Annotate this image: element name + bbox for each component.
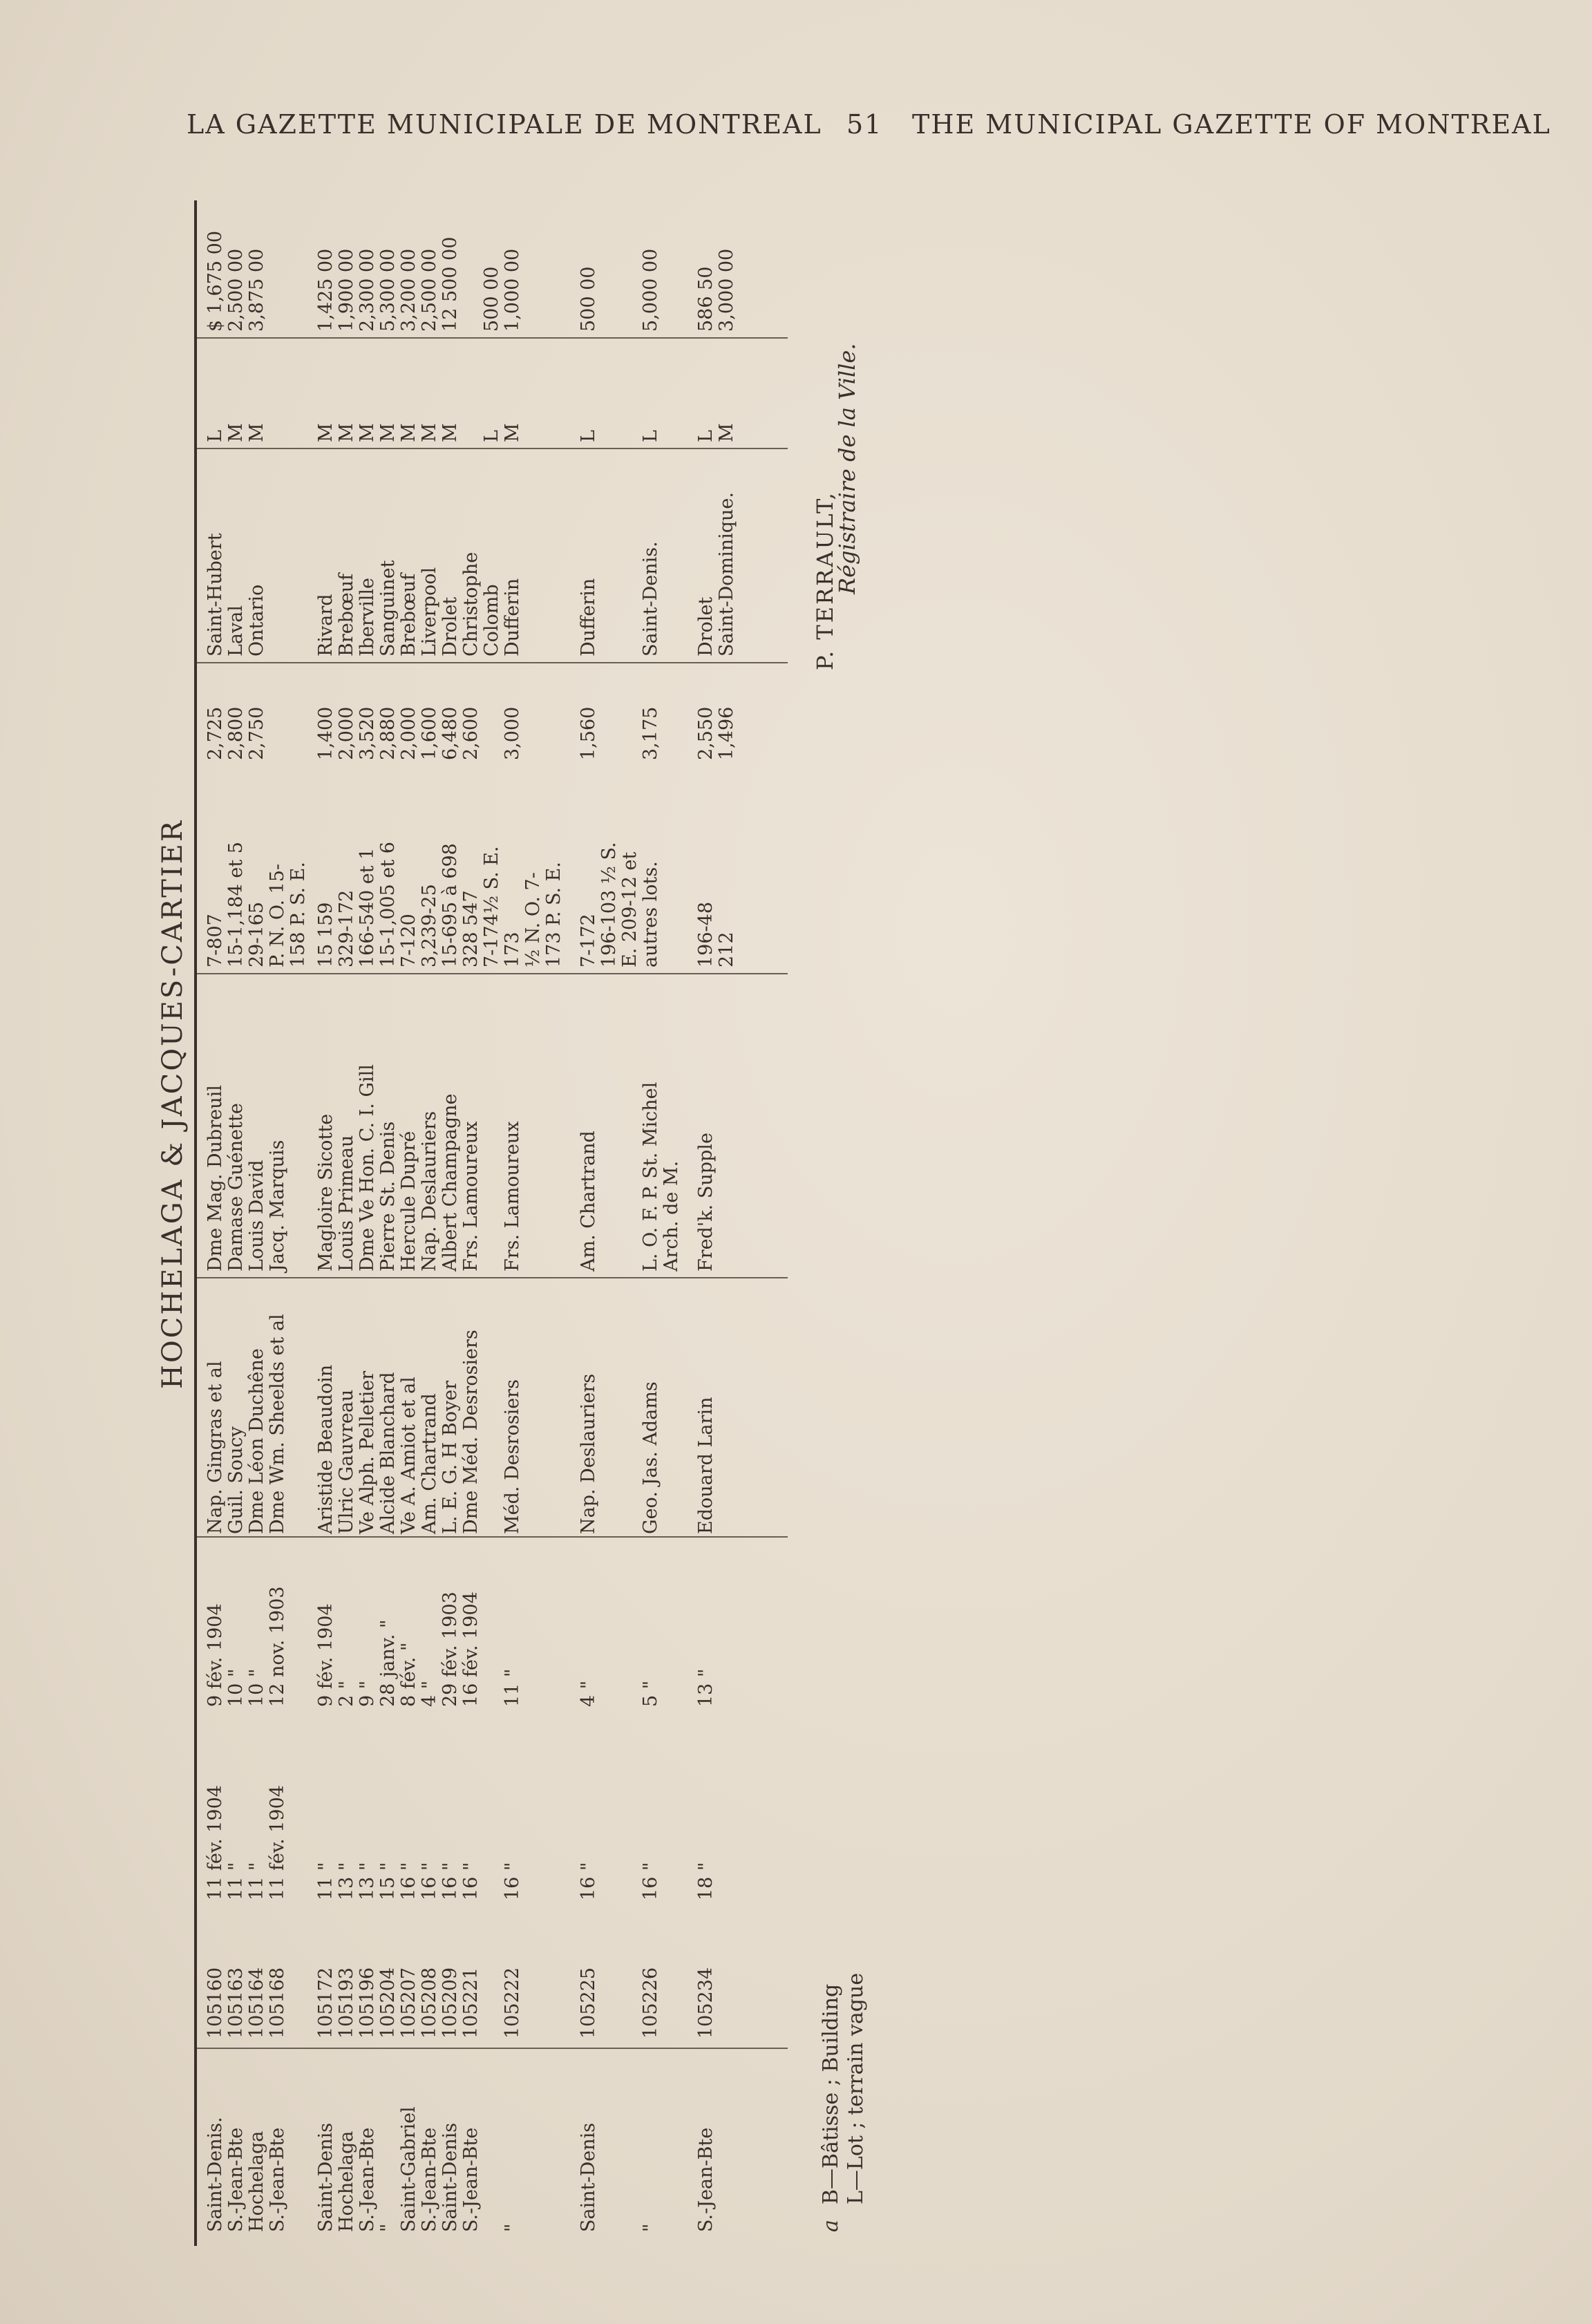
table-row xyxy=(440,187,461,2246)
street-cell: Drolet xyxy=(439,596,461,656)
vendor-cell: Ulric Gauvreau xyxy=(336,1389,357,1534)
ward-cell: " xyxy=(640,2223,661,2232)
table-row xyxy=(620,187,641,2246)
property-type-cell: L xyxy=(205,430,226,442)
ward-cell: Saint-Denis xyxy=(439,2122,461,2232)
area-cell: 2,000 xyxy=(398,706,419,760)
page-number: 51 xyxy=(846,109,883,140)
street-cell: Dufferin xyxy=(578,578,599,656)
filing-date-cell: 16 " xyxy=(640,1862,661,1900)
sale-date-cell: 29 fév. 1903 xyxy=(439,1591,461,1707)
area-cell: 2,880 xyxy=(377,706,399,760)
area-cell: 2,750 xyxy=(246,706,267,760)
filing-date-cell: 16 " xyxy=(502,1862,523,1900)
property-type-cell: M xyxy=(315,423,337,442)
table-row xyxy=(378,187,399,2246)
sale-date-cell: 5 " xyxy=(640,1680,661,1707)
sale-date-cell: 2 " xyxy=(336,1680,357,1707)
table-row xyxy=(502,187,523,2246)
vendor-cell: Méd. Desrosiers xyxy=(502,1379,523,1534)
table-row xyxy=(578,187,599,2246)
filing-date-cell: 16 " xyxy=(460,1862,482,1900)
ward-cell: Saint-Denis xyxy=(315,2122,337,2232)
price-cell: 12 500 00 xyxy=(439,236,461,332)
purchaser-cell: Pierre St. Denis xyxy=(377,1121,399,1272)
entry-number-cell: 105221 xyxy=(460,1967,482,2039)
lot-number-cell: 7-807 xyxy=(205,914,226,967)
area-cell: 1,400 xyxy=(315,706,337,760)
vendor-cell: Dme Méd. Desrosiers xyxy=(460,1330,482,1534)
table-row xyxy=(226,187,247,2246)
ward-cell: Hochelaga xyxy=(336,2131,357,2232)
property-type-cell: M xyxy=(377,423,399,442)
table-row xyxy=(641,187,661,2246)
ward-cell: S.-Jean-Bte xyxy=(695,2127,717,2232)
ward-cell: S.-Jean-Bte xyxy=(460,2127,482,2232)
property-type-cell: M xyxy=(398,423,419,442)
lot-number-cell: 329-172 xyxy=(336,889,357,967)
street-cell: Brebœuf xyxy=(336,573,357,656)
vendor-cell: Guil. Soucy xyxy=(225,1426,247,1534)
filing-date-cell: 11 " xyxy=(225,1862,247,1900)
ward-cell: Saint-Denis xyxy=(578,2122,599,2232)
entry-number-cell: 105196 xyxy=(357,1967,378,2039)
price-cell: 2,500 00 xyxy=(225,248,247,332)
purchaser-cell: Fred'k. Supple xyxy=(695,1133,717,1272)
purchaser-cell: Hercule Dupré xyxy=(398,1131,419,1272)
lot-number-cell: 166-540 et 1 xyxy=(357,847,378,967)
vendor-cell: L. E. G. H Boyer xyxy=(439,1380,461,1534)
price-cell: 586 50 xyxy=(695,266,717,332)
lot-number-cell: 212 xyxy=(716,932,737,967)
property-type-cell: L xyxy=(640,430,661,442)
sale-date-cell: 4 " xyxy=(578,1680,599,1707)
vendor-cell: Aristide Beaudoin xyxy=(315,1364,337,1534)
table-row xyxy=(696,187,717,2246)
purchaser-cell: Damase Guénette xyxy=(225,1103,247,1272)
ward-cell: " xyxy=(377,2223,399,2232)
entry-number-cell: 105172 xyxy=(315,1967,337,2039)
vendor-cell: Dme Wm. Sheelds et al xyxy=(267,1314,288,1534)
area-cell: 2,550 xyxy=(695,706,717,760)
lot-number-cell: 15-1,005 et 6 xyxy=(377,842,399,967)
rotated-registry-table xyxy=(157,187,888,2246)
table-row xyxy=(461,187,482,2246)
vendor-cell: Dme Léon Duchêne xyxy=(246,1348,267,1534)
area-cell: 2,000 xyxy=(336,706,357,760)
table-row xyxy=(267,187,288,2246)
area-cell: 2,725 xyxy=(205,706,226,760)
property-type-cell: M xyxy=(246,423,267,442)
price-cell: 3,000 00 xyxy=(716,248,737,332)
purchaser-cell: Jacq. Marquis xyxy=(267,1140,288,1272)
entry-number-cell: 105209 xyxy=(439,1967,461,2039)
entry-number-cell: 105204 xyxy=(377,1967,399,2039)
area-cell: 3,175 xyxy=(640,706,661,760)
price-cell: 1,425 00 xyxy=(315,248,337,332)
lot-number-cell: 29-165 xyxy=(246,901,267,967)
purchaser-cell: Magloire Sicotte xyxy=(315,1113,337,1272)
price-cell: 3,875 00 xyxy=(246,248,267,332)
lot-number-cell: 15-695 à 698 xyxy=(439,843,461,967)
filing-date-cell: 11 fév. 1904 xyxy=(205,1785,226,1900)
entry-number-cell: 105226 xyxy=(640,1967,661,2039)
street-cell: Liverpool xyxy=(419,567,440,656)
ward-cell: " xyxy=(502,2223,523,2232)
table-row xyxy=(316,187,337,2246)
entry-number-cell: 105168 xyxy=(267,1967,288,2039)
vendor-cell: Edouard Larin xyxy=(695,1397,717,1534)
lot-number-cell: 173 P. S. E. xyxy=(543,862,565,967)
area-cell: 1,496 xyxy=(716,706,737,760)
sale-date-cell: 4 " xyxy=(419,1680,440,1707)
street-cell: Sanguinet xyxy=(377,560,399,656)
purchaser-cell: Arch. de M. xyxy=(661,1160,682,1272)
table-row xyxy=(482,187,502,2246)
sale-date-cell: 9 fév. 1904 xyxy=(315,1603,337,1707)
price-cell: 5,000 00 xyxy=(640,248,661,332)
table-row xyxy=(599,187,620,2246)
lot-number-cell: 7-172 xyxy=(578,914,599,967)
table-row xyxy=(717,187,737,2246)
filing-date-cell: 11 " xyxy=(246,1862,267,1900)
lot-number-cell: 196-103 ½ S. xyxy=(598,842,620,967)
lot-number-cell: 15 159 xyxy=(315,902,337,967)
table-row xyxy=(337,187,357,2246)
sale-date-cell: 12 nov. 1903 xyxy=(267,1586,288,1707)
street-cell: Colomb xyxy=(481,584,502,656)
lot-number-cell: 7-120 xyxy=(398,914,419,967)
property-type-cell: M xyxy=(419,423,440,442)
street-cell: Saint-Denis. xyxy=(640,541,661,656)
purchaser-cell: Frs. Lamoureux xyxy=(502,1121,523,1272)
area-cell: 2,600 xyxy=(460,706,482,760)
lot-number-cell: 158 P. S. E. xyxy=(287,862,309,967)
property-type-cell: M xyxy=(336,423,357,442)
sale-date-cell: 8 fév. " xyxy=(398,1642,419,1707)
property-type-cell: M xyxy=(439,423,461,442)
sale-date-cell: 10 " xyxy=(225,1668,247,1707)
purchaser-cell: Dme Mag. Dubreuil xyxy=(205,1085,226,1272)
table-row xyxy=(357,187,378,2246)
lot-number-cell: P. N. O. 15- xyxy=(267,863,288,967)
purchaser-cell: Am. Chartrand xyxy=(578,1131,599,1272)
street-cell: Drolet xyxy=(695,596,717,656)
sale-date-cell: 9 " xyxy=(357,1680,378,1707)
lot-number-cell: 7-174½ S. E. xyxy=(481,846,502,967)
street-cell: Laval xyxy=(225,605,247,656)
price-cell: 2,500 00 xyxy=(419,248,440,332)
sale-date-cell: 10 " xyxy=(246,1668,267,1707)
purchaser-cell: Nap. Deslauriers xyxy=(419,1111,440,1272)
filing-date-cell: 16 " xyxy=(419,1862,440,1900)
street-cell: Christophe xyxy=(460,551,482,656)
vendor-cell: Ve Alph. Pelletier xyxy=(357,1370,378,1534)
property-type-cell: M xyxy=(225,423,247,442)
registrar-name: P. TERRAULT, xyxy=(812,491,838,670)
vendor-cell: Ve A. Amiot et al xyxy=(398,1377,419,1534)
table-top-rule xyxy=(194,200,197,2246)
footnote-line-lot: L—Lot ; terrain vague xyxy=(844,1972,868,2204)
table-row xyxy=(523,187,544,2246)
street-cell: Brebœuf xyxy=(398,573,419,656)
footnote-line-building: B—Bâtisse ; Building xyxy=(819,1983,843,2204)
sale-date-cell: 13 " xyxy=(695,1668,717,1707)
filing-date-cell: 13 " xyxy=(336,1862,357,1900)
ward-cell: S.-Jean-Bte xyxy=(267,2127,288,2232)
filing-date-cell: 13 " xyxy=(357,1862,378,1900)
entry-number-cell: 105164 xyxy=(246,1967,267,2039)
street-cell: Saint-Dominique. xyxy=(716,492,737,656)
area-cell: 1,600 xyxy=(419,706,440,760)
property-type-cell: M xyxy=(357,423,378,442)
lot-number-cell: E. 209-12 et xyxy=(619,851,641,967)
entry-number-cell: 105160 xyxy=(205,1967,226,2039)
vendor-cell: Nap. Gingras et al xyxy=(205,1361,226,1534)
vendor-cell: Am. Chartrand xyxy=(419,1393,440,1534)
table-row xyxy=(288,187,309,2246)
registrar-title: Régistraire de la Ville. xyxy=(834,343,860,594)
filing-date-cell: 11 " xyxy=(315,1862,337,1900)
vendor-cell: Alcide Blanchard xyxy=(377,1372,399,1534)
price-cell: 2,300 00 xyxy=(357,248,378,332)
lot-number-cell: 328 547 xyxy=(460,890,482,967)
property-type-cell: M xyxy=(716,423,737,442)
street-cell: Dufferin xyxy=(502,578,523,656)
lot-number-cell: 196-48 xyxy=(695,901,717,967)
street-cell: Rivard xyxy=(315,594,337,656)
ward-cell: Saint-Gabriel xyxy=(398,2106,419,2232)
sale-date-cell: 28 janv. " xyxy=(377,1619,399,1707)
price-cell: 1,000 00 xyxy=(502,248,523,332)
page-header xyxy=(187,109,1551,151)
ward-cell: Saint-Denis. xyxy=(205,2117,226,2232)
price-cell: $ 1,675 00 xyxy=(205,231,226,332)
entry-number-cell: 105225 xyxy=(578,1967,599,2039)
purchaser-cell: Albert Champagne xyxy=(439,1093,461,1272)
table-row xyxy=(399,187,419,2246)
price-cell: 500 00 xyxy=(481,266,502,332)
price-cell: 1,900 00 xyxy=(336,248,357,332)
entry-number-cell: 105163 xyxy=(225,1967,247,2039)
entry-number-cell: 105207 xyxy=(398,1967,419,2039)
filing-date-cell: 16 " xyxy=(578,1862,599,1900)
property-type-cell: M xyxy=(502,423,523,442)
table-row xyxy=(661,187,682,2246)
area-cell: 2,800 xyxy=(225,706,247,760)
table-row xyxy=(205,187,226,2246)
purchaser-cell: Frs. Lamoureux xyxy=(460,1121,482,1272)
price-cell: 5,300 00 xyxy=(377,248,399,332)
sale-date-cell: 11 " xyxy=(502,1668,523,1707)
vendor-cell: Nap. Deslauriers xyxy=(578,1373,599,1534)
entry-number-cell: 105193 xyxy=(336,1967,357,2039)
sale-date-cell: 16 fév. 1904 xyxy=(460,1591,482,1707)
ward-cell: S.-Jean-Bte xyxy=(357,2127,378,2232)
header-english-title: THE MUNICIPAL GAZETTE OF MONTREAL xyxy=(912,109,1551,140)
ward-cell: Hochelaga xyxy=(246,2131,267,2232)
filing-date-cell: 11 fév. 1904 xyxy=(267,1785,288,1900)
entry-number-cell: 105222 xyxy=(502,1967,523,2039)
area-cell: 6,480 xyxy=(439,706,461,760)
property-type-cell: L xyxy=(481,430,502,442)
table-row xyxy=(544,187,565,2246)
purchaser-cell: L. O. F. P. St. Michel xyxy=(640,1081,661,1272)
street-cell: Ontario xyxy=(246,584,267,656)
property-type-cell: L xyxy=(578,430,599,442)
street-cell: Iberville xyxy=(357,578,378,656)
property-type-cell: L xyxy=(695,430,717,442)
filing-date-cell: 16 " xyxy=(398,1862,419,1900)
lot-number-cell: 15-1,184 et 5 xyxy=(225,842,247,967)
area-cell: 1,560 xyxy=(578,706,599,760)
header-french-title: LA GAZETTE MUNICIPALE DE MONTREAL xyxy=(187,109,822,140)
lot-number-cell: 173 xyxy=(502,932,523,967)
ward-cell: S.-Jean-Bte xyxy=(419,2127,440,2232)
table-row xyxy=(247,187,267,2246)
entry-number-cell: 105208 xyxy=(419,1967,440,2039)
vendor-cell: Geo. Jas. Adams xyxy=(640,1381,661,1534)
area-cell: 3,000 xyxy=(502,706,523,760)
area-cell: 3,520 xyxy=(357,706,378,760)
price-cell: 500 00 xyxy=(578,266,599,332)
lot-number-cell: 3,239-25 xyxy=(419,884,440,967)
footnote xyxy=(819,1972,868,2232)
purchaser-cell: Dme Ve Hon. C. I. Gill xyxy=(357,1064,378,1272)
purchaser-cell: Louis David xyxy=(246,1160,267,1272)
purchaser-cell: Louis Primeau xyxy=(336,1135,357,1272)
street-cell: Saint-Hubert xyxy=(205,533,226,656)
table-row xyxy=(419,187,440,2246)
entry-number-cell: 105234 xyxy=(695,1967,717,2039)
lot-number-cell: autres lots. xyxy=(640,861,661,967)
signature-block xyxy=(812,343,860,670)
filing-date-cell: 18 " xyxy=(695,1862,717,1900)
ward-cell: S.-Jean-Bte xyxy=(225,2127,247,2232)
price-cell: 3,200 00 xyxy=(398,248,419,332)
sale-date-cell: 9 fév. 1904 xyxy=(205,1603,226,1707)
filing-date-cell: 15 " xyxy=(377,1862,399,1900)
filing-date-cell: 16 " xyxy=(439,1862,461,1900)
section-title: HOCHELAGA & JACQUES-CARTIER xyxy=(157,818,189,1389)
footnote-marker: a xyxy=(819,2220,843,2232)
lot-number-cell: ½ N. O. 7- xyxy=(522,872,544,967)
